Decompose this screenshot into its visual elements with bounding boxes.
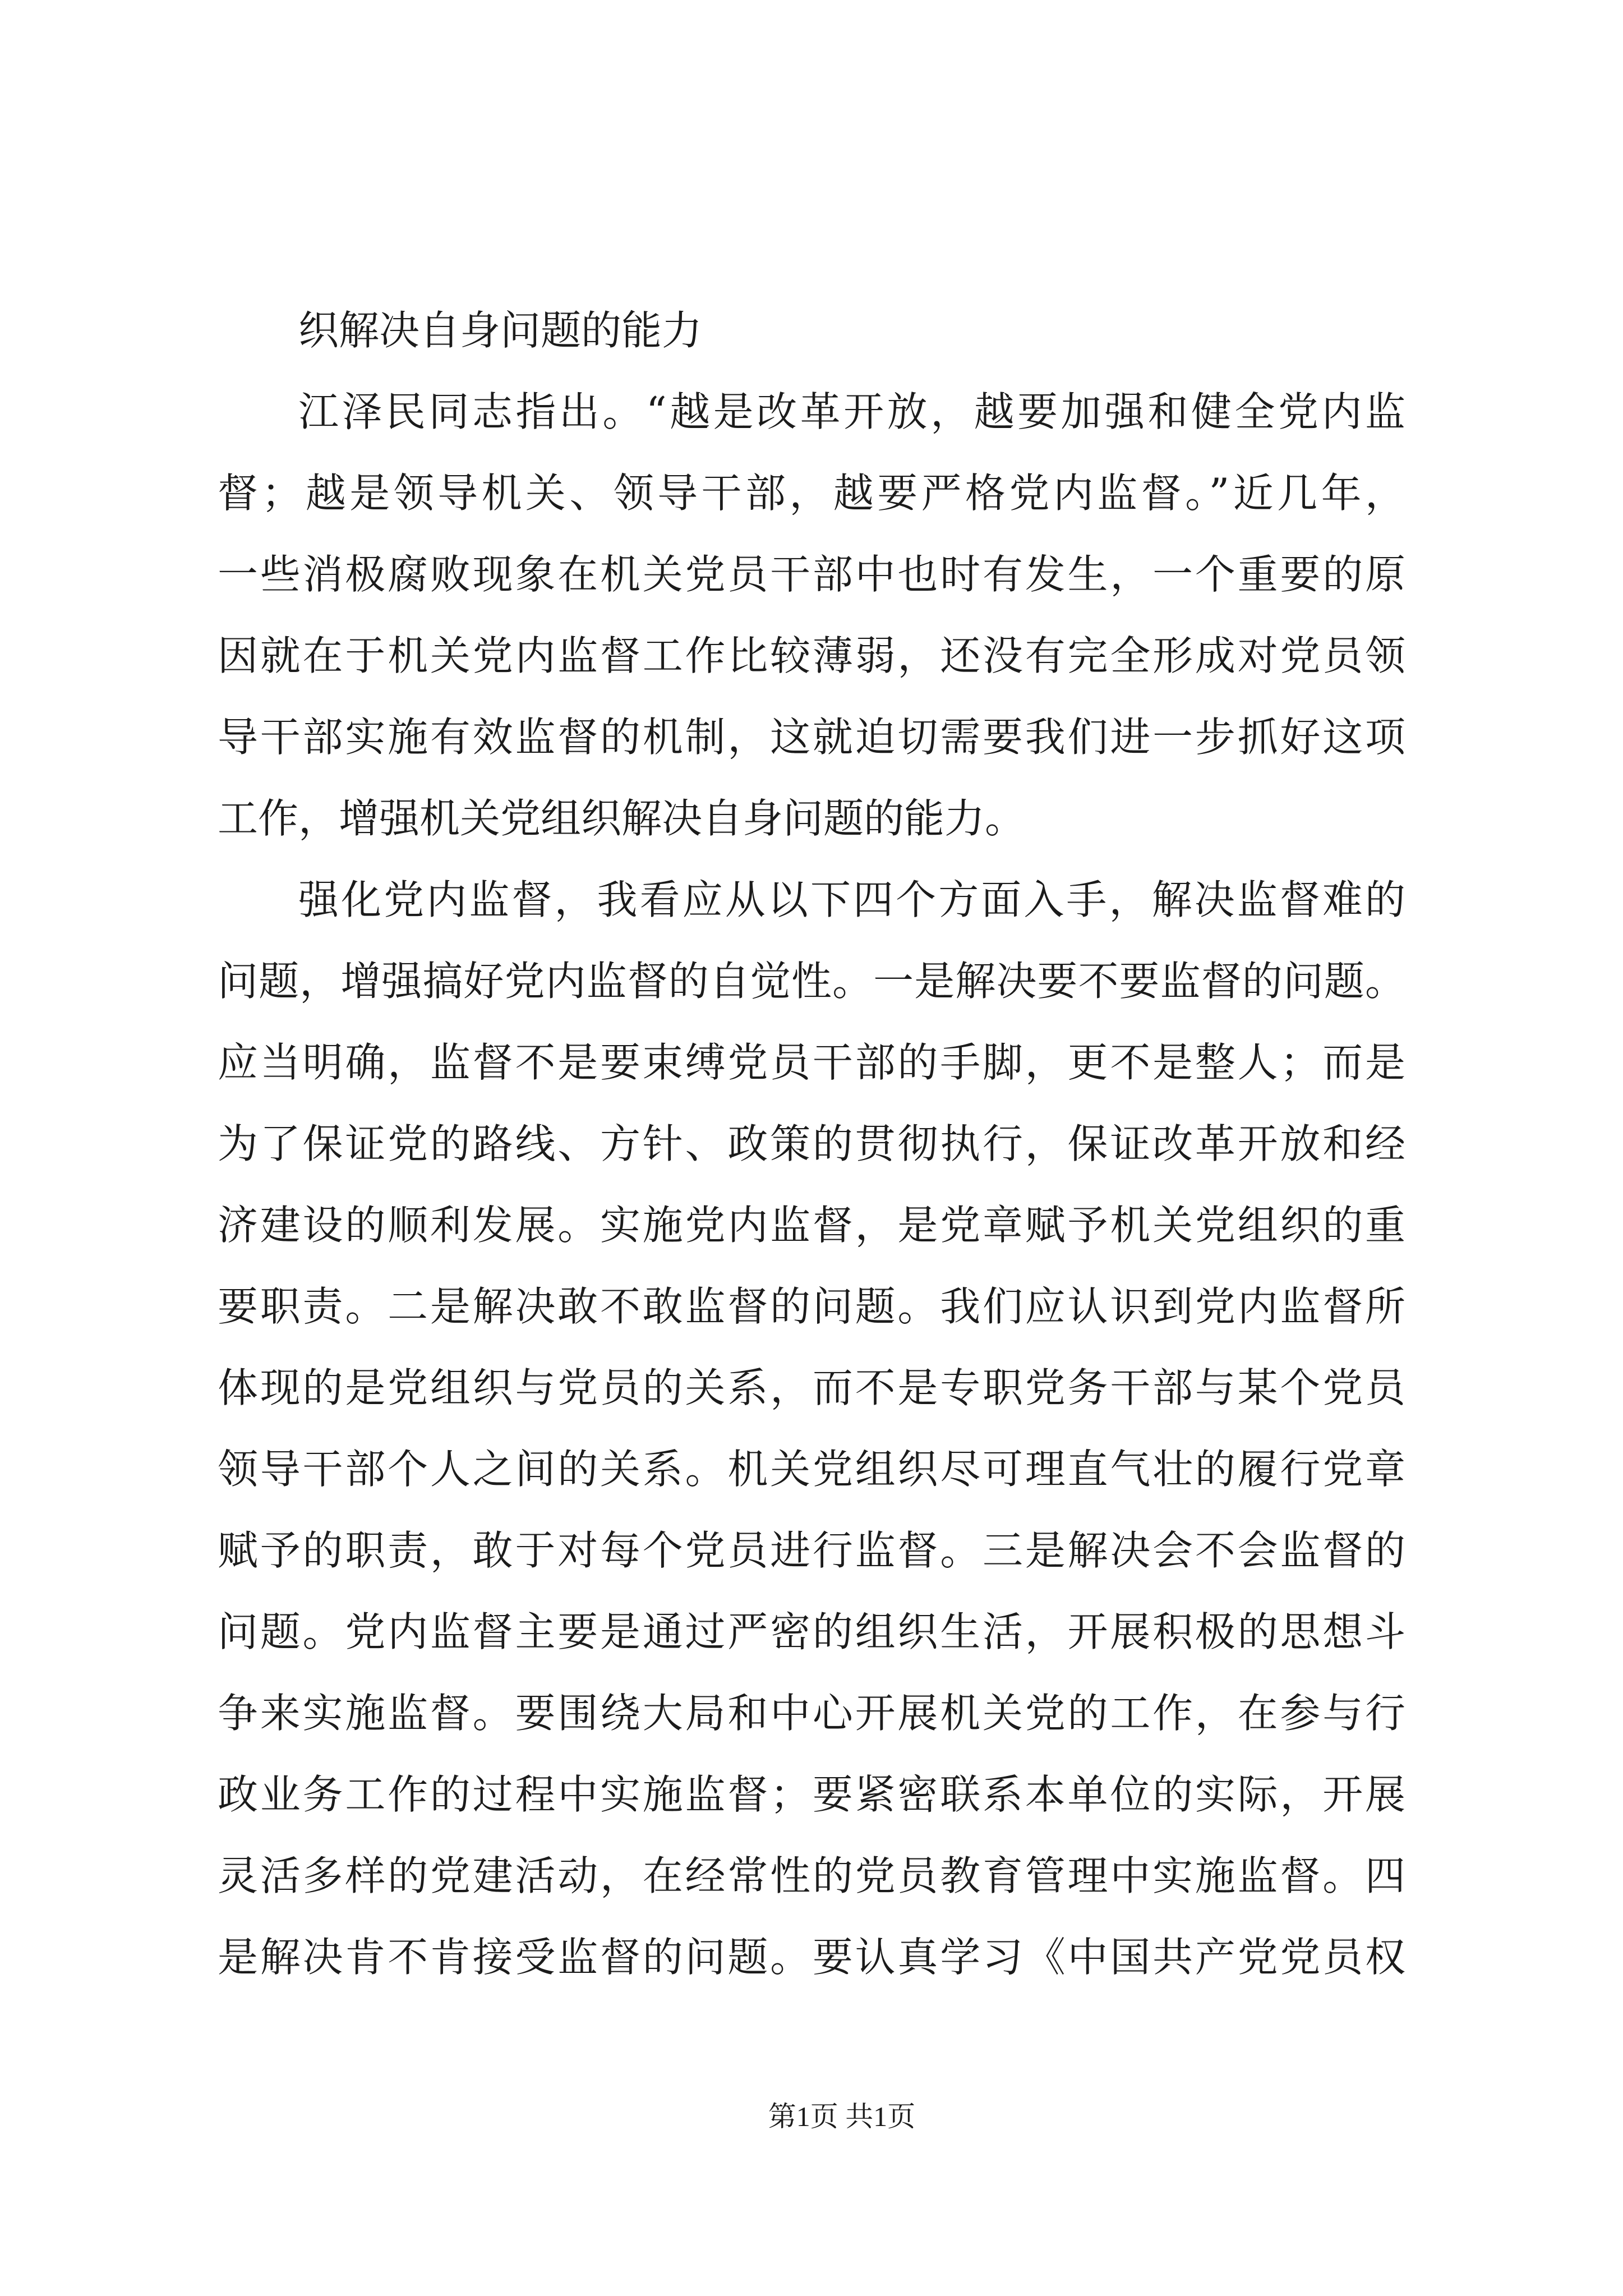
text-line: 问题，增强搞好党内监督的自觉性。一是解决要不要监督的问题。 — [218, 958, 1405, 1005]
text-line: 应当明确，监督不是要束缚党员干部的手脚，更不是整人；而是 — [218, 1039, 1405, 1086]
text-line: 为了保证党的路线、方针、政策的贯彻执行，保证改革开放和经 — [218, 1120, 1405, 1167]
text-line: 工作，增强机关党组织解决自身问题的能力。 — [218, 795, 1026, 842]
text-line: 要职责。二是解决敢不敢监督的问题。我们应认识到党内监督所 — [218, 1283, 1405, 1330]
text-line: 督；越是领导机关、领导干部，越要严格党内监督。”近几年， — [218, 470, 1405, 517]
document-body — [218, 290, 1405, 1998]
page-number-footer: 第1页 共1页 — [768, 2101, 916, 2132]
text-line: 江泽民同志指出。“越是改革开放，越要加强和健全党内监 — [298, 388, 1405, 435]
text-line: 织解决自身问题的能力 — [298, 307, 703, 354]
text-line: 政业务工作的过程中实施监督；要紧密联系本单位的实际，开展 — [218, 1771, 1405, 1818]
paragraph-four-aspects — [218, 859, 1405, 1998]
paragraph-jiang-quote — [218, 371, 1405, 859]
text-line: 济建设的顺利发展。实施党内监督，是党章赋予机关党组织的重 — [218, 1202, 1405, 1249]
text-line: 争来实施监督。要围绕大局和中心开展机关党的工作，在参与行 — [218, 1690, 1405, 1737]
text-line: 一些消极腐败现象在机关党员干部中也时有发生，一个重要的原 — [218, 551, 1405, 598]
text-line: 灵活多样的党建活动，在经常性的党员教育管理中实施监督。四 — [218, 1852, 1405, 1899]
text-line: 导干部实施有效监督的机制，这就迫切需要我们进一步抓好这项 — [218, 714, 1405, 761]
text-line: 强化党内监督，我看应从以下四个方面入手，解决监督难的 — [298, 876, 1405, 923]
text-line: 是解决肯不肯接受监督的问题。要认真学习《中国共产党党员权 — [218, 1934, 1405, 1981]
paragraph-continuation — [218, 290, 1405, 371]
text-line: 问题。党内监督主要是通过严密的组织生活，开展积极的思想斗 — [218, 1608, 1405, 1655]
text-line: 体现的是党组织与党员的关系，而不是专职党务干部与某个党员 — [218, 1364, 1405, 1411]
text-line: 因就在于机关党内监督工作比较薄弱，还没有完全形成对党员领 — [218, 632, 1405, 679]
text-line: 领导干部个人之间的关系。机关党组织尽可理直气壮的履行党章 — [218, 1446, 1405, 1493]
text-line: 赋予的职责，敢于对每个党员进行监督。三是解决会不会监督的 — [218, 1527, 1405, 1574]
